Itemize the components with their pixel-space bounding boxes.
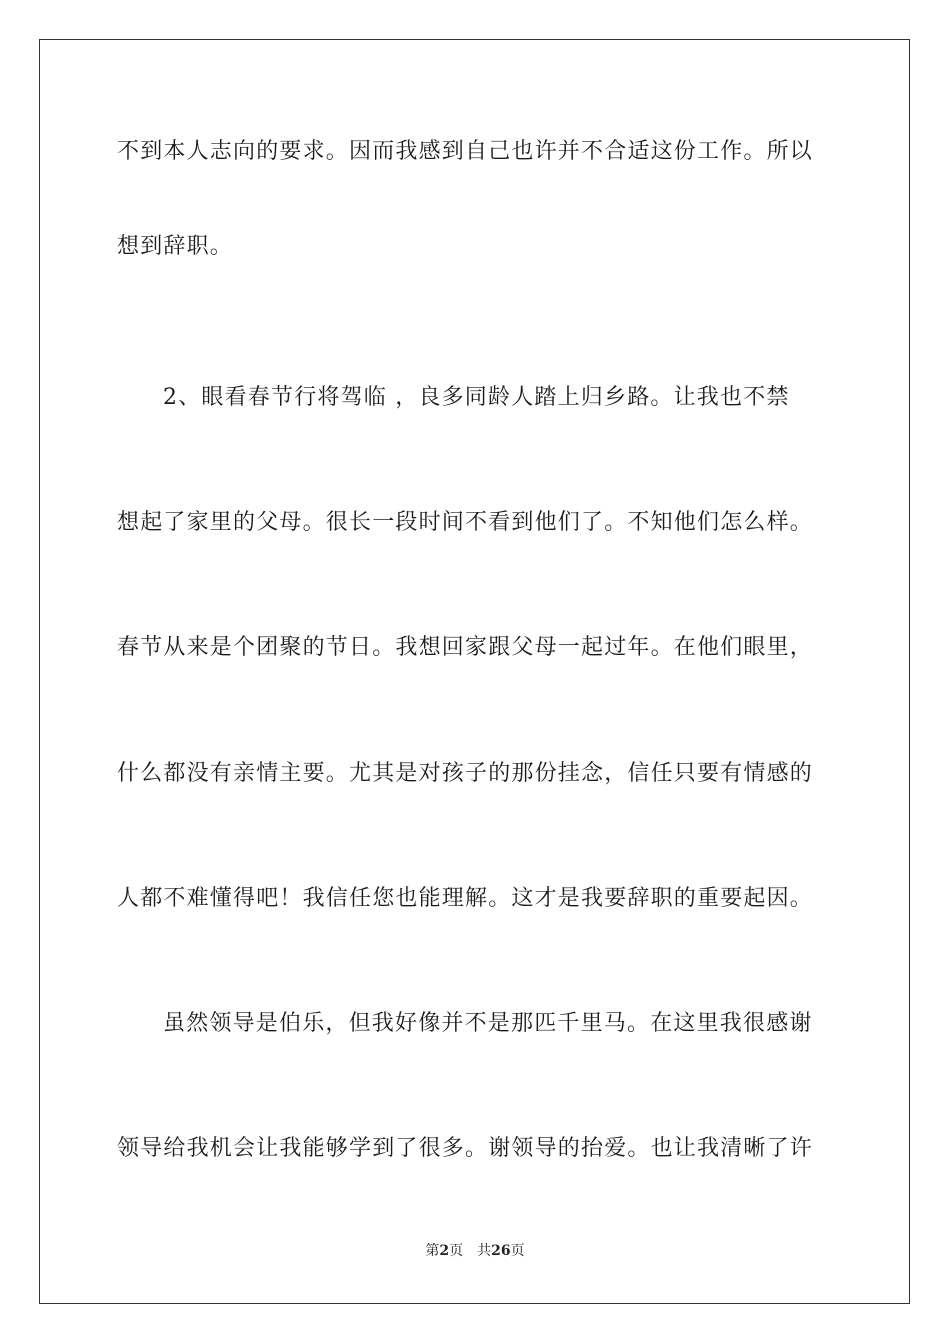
page-footer	[0, 1242, 950, 1260]
page-border	[39, 39, 910, 1304]
footer-page-number: 2	[439, 1243, 450, 1259]
footer-page-prefix: 第	[425, 1243, 440, 1259]
body-line-4: 想起了家里的父母。很长一段时间不看到他们了。不知他们怎么样。	[117, 510, 814, 535]
footer-page-suffix: 页	[449, 1243, 464, 1259]
body-line-2: 想到辞职。	[117, 234, 234, 259]
body-line-1: 不到本人志向的要求。因而我感到自己也许并不合适这份工作。所以	[117, 139, 814, 164]
body-line-3: 2、眼看春节行将驾临 ，良多同龄人踏上归乡路。让我也不禁	[163, 385, 790, 410]
body-line-9: 领导给我机会让我能够学到了很多。谢领导的抬爱。也让我清晰了许	[117, 1136, 814, 1161]
footer-total-pages: 26	[491, 1243, 511, 1259]
footer-total-suffix: 页	[510, 1243, 525, 1259]
body-line-8: 虽然领导是伯乐，但我好像并不是那匹千里马。在这里我很感谢	[163, 1011, 813, 1036]
footer-total-prefix: 共	[477, 1243, 492, 1259]
body-line-7: 人都不难懂得吧！我信任您也能理解。这才是我要辞职的重要起因。	[117, 886, 814, 911]
body-line-5: 春节从来是个团聚的节日。我想回家跟父母一起过年。在他们眼里，	[117, 635, 814, 660]
body-line-6: 什么都没有亲情主要。尤其是对孩子的那份挂念，信任只要有情感的	[117, 761, 814, 786]
